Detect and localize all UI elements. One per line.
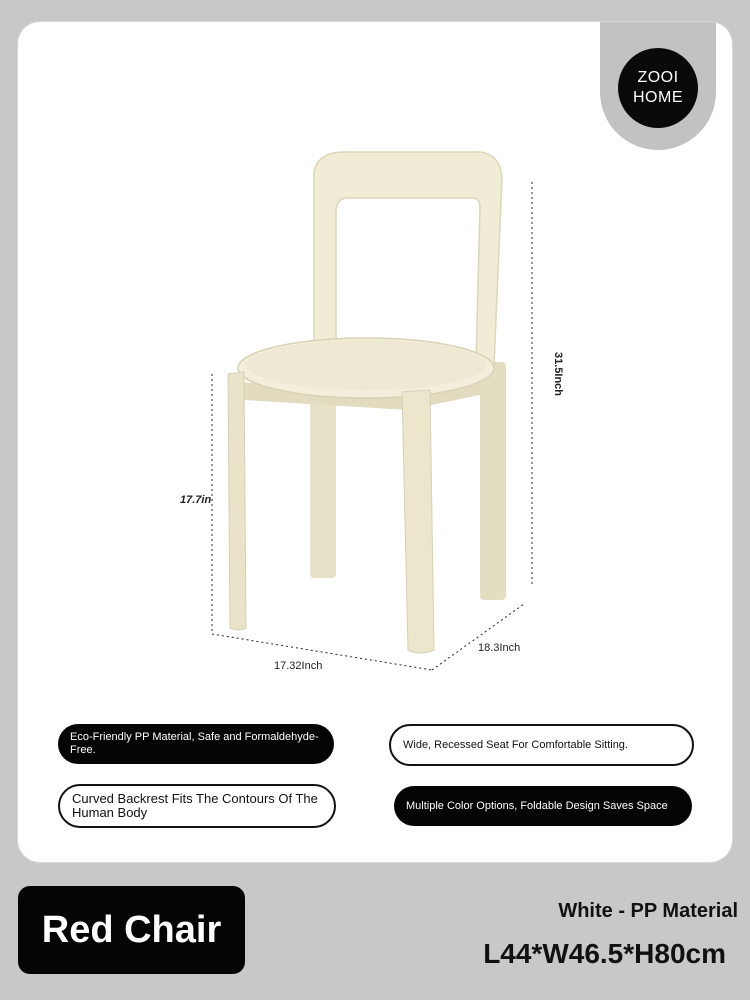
feature-pill-eco-friendly	[58, 724, 334, 764]
product-name-banner	[18, 886, 245, 974]
depth-dimension-line	[432, 604, 524, 670]
brand-logo-line2: HOME	[633, 89, 683, 106]
feature-text: Multiple Color Options, Foldable Design Saves Space	[406, 799, 668, 812]
feature-pill-wide-seat	[389, 724, 694, 766]
product-card	[18, 22, 732, 862]
height-dimension-label: 31.5Inch	[552, 352, 564, 397]
product-name: Red Chair	[41, 908, 222, 951]
feature-text: Curved Backrest Fits The Contours Of The Human Body	[72, 791, 318, 820]
brand-logo-line1: ZOOI	[637, 69, 679, 86]
width-dimension-label: 17.32Inch	[274, 660, 323, 672]
brand-logo	[618, 48, 698, 128]
seat-height-dimension-label: 17.7in	[180, 494, 212, 506]
feature-pill-color-options	[394, 786, 692, 826]
feature-pill-curved-backrest	[58, 784, 336, 828]
feature-text: Wide, Recessed Seat For Comfortable Sitting.	[403, 738, 628, 751]
size-text: L44*W46.5*H80cm	[483, 938, 726, 969]
color-material-text: White - PP Material	[558, 900, 738, 922]
feature-text: Eco-Friendly PP Material, Safe and Formaldehyde-Free.	[70, 731, 319, 756]
chair-illustration	[228, 152, 506, 653]
depth-dimension-label: 18.3Inch	[478, 642, 521, 654]
